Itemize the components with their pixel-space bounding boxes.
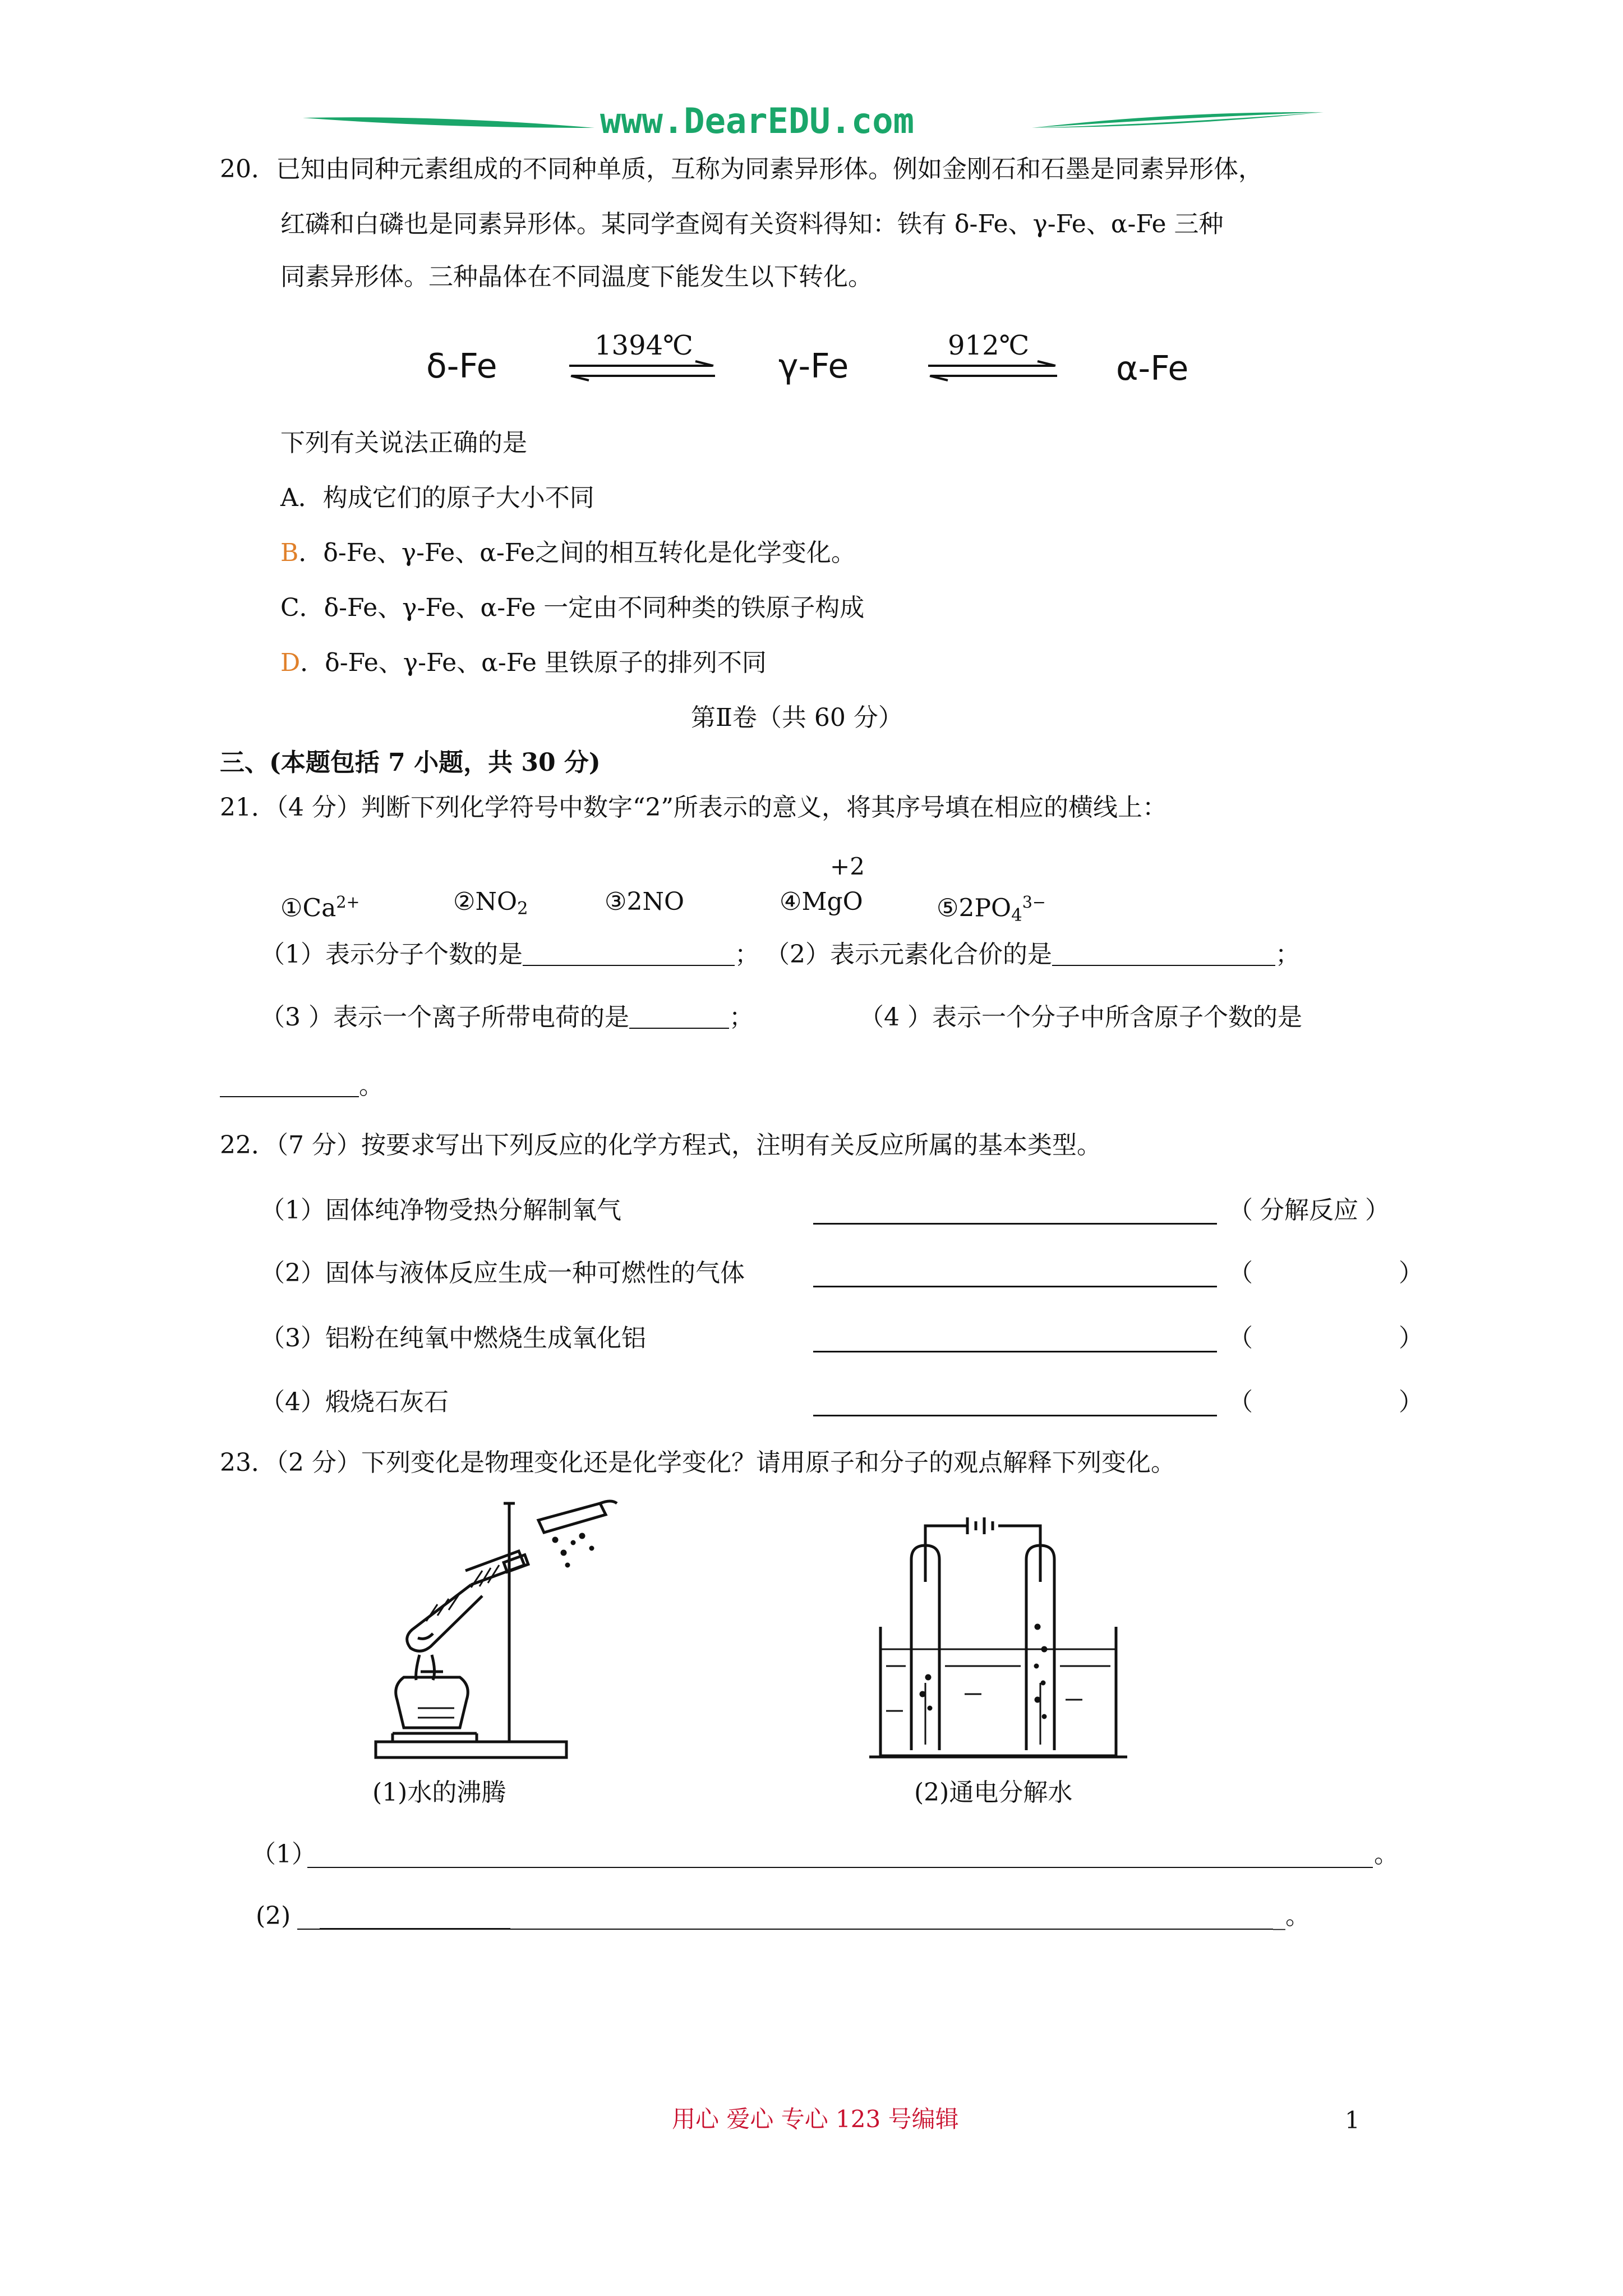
q22-item-3-label: （3）铝粉在纯氧中燃烧生成氧化铝 <box>260 1324 646 1352</box>
equilibrium-arrow-icon <box>925 360 1060 383</box>
q23-answer1-label: （1） <box>251 1840 316 1869</box>
q23-answer2-label: (2) <box>256 1902 291 1930</box>
q21-part4: （4 ）表示一个分子中所含原子个数的是 <box>859 1003 1302 1032</box>
answer-blank[interactable] <box>523 940 735 966</box>
equation-answer-line[interactable] <box>813 1223 1217 1225</box>
q22-item-1-type: （ 分解反应 ） <box>1228 1196 1390 1225</box>
symbol-mgo: ④MgO <box>780 887 863 916</box>
q23-answer1-end: 。 <box>1374 1840 1399 1869</box>
alpha-fe-label: α-Fe <box>1116 349 1189 388</box>
section3-title: 三、(本题包括 7 小题，共 30 分) <box>220 748 601 777</box>
q23-answer2-line-accent <box>320 1928 510 1930</box>
q20-option-b: B．δ-Fe、γ-Fe、α-Fe之间的相互转化是化学变化。 <box>280 539 856 567</box>
equation-answer-line[interactable] <box>813 1415 1217 1416</box>
q22-item-2-type[interactable]: （ ） <box>1228 1259 1423 1287</box>
equilibrium-arrow-icon <box>566 360 718 383</box>
q21-part4-answer: 。 <box>220 1069 384 1103</box>
q23-stem: 23．（2 分）下列变化是物理变化还是化学变化？请用原子和分子的观点解释下列变化。 <box>220 1448 1175 1477</box>
q20-option-c: C．δ-Fe、γ-Fe、α-Fe 一定由不同种类的铁原子构成 <box>280 593 865 622</box>
q20-line2: 红磷和白磷也是同素异形体。某同学查阅有关资料得知：铁有 δ-Fe、γ-Fe、α-Fe 三种 <box>280 210 1224 238</box>
q20-line1: 20．已知由同种元素组成的不同种单质，互称为同素异形体。例如金刚石和石墨是同素异形体， <box>220 155 1263 183</box>
delta-fe-label: δ-Fe <box>426 347 497 386</box>
symbol-2po4: $⑤2PO_4^{3-}$ <box>937 892 1046 926</box>
equation-answer-line[interactable] <box>813 1286 1217 1287</box>
water-electrolysis-apparatus-icon <box>869 1515 1127 1761</box>
valence-mark: +2 <box>830 853 865 880</box>
q22-item-3-type[interactable]: （ ） <box>1228 1324 1423 1352</box>
part2-title: 第Ⅱ卷（共 60 分） <box>691 703 903 732</box>
q20-option-d-letter: D <box>280 648 301 677</box>
symbol-no2: $②NO_2$ <box>453 887 528 919</box>
q20-line3: 同素异形体。三种晶体在不同温度下能发生以下转化。 <box>280 263 873 291</box>
q21-part2: （2）表示元素化合价的是 ； <box>765 940 1300 969</box>
q22-item-1-label: （1）固体纯净物受热分解制氧气 <box>260 1196 621 1225</box>
symbol-2no: ③2NO <box>605 887 685 916</box>
q21-stem: 21．（4 分）判断下列化学符号中数字“2”所表示的意义，将其序号填在相应的横线上： <box>220 793 1167 822</box>
q21-part3: （3 ）表示一个离子所带电荷的是 ； <box>260 1003 754 1032</box>
temp-912-label: 912℃ <box>948 330 1030 361</box>
footer-note: 用心 爱心 专心 123 号编辑 <box>672 2105 959 2133</box>
boiling-water-apparatus-icon <box>370 1487 662 1767</box>
site-title[interactable]: www.DearEDU.com <box>600 100 914 141</box>
q23-answer1-line[interactable] <box>307 1867 1373 1868</box>
gamma-fe-label: γ-Fe <box>778 347 849 386</box>
answer-blank[interactable] <box>629 1003 729 1029</box>
answer-blank[interactable] <box>220 1071 359 1097</box>
figure2-caption: (2)通电分解水 <box>914 1778 1073 1807</box>
answer-blank[interactable] <box>1052 940 1275 966</box>
q22-item-2-label: （2）固体与液体反应生成一种可燃性的气体 <box>260 1259 745 1287</box>
q22-item-4-label: （4）煅烧石灰石 <box>260 1388 449 1416</box>
q23-answer2-end: _。 <box>1273 1902 1310 1930</box>
q20-option-b-letter: B <box>280 539 299 567</box>
q20-stem: 下列有关说法正确的是 <box>280 429 527 457</box>
temp-1394-label: 1394℃ <box>594 330 693 361</box>
q20-option-d: D．δ-Fe、γ-Fe、α-Fe 里铁原子的排列不同 <box>280 648 767 677</box>
q20-option-a: A．构成它们的原子大小不同 <box>280 484 594 512</box>
equation-answer-line[interactable] <box>813 1351 1217 1352</box>
symbol-ca: $①Ca^{2+}$ <box>280 892 360 923</box>
q21-part1: （1）表示分子个数的是 ； <box>260 940 759 969</box>
figure1-caption: (1)水的沸腾 <box>372 1778 506 1807</box>
page-number: 1 <box>1345 2106 1360 2134</box>
q22-item-4-type[interactable]: （ ） <box>1228 1388 1423 1416</box>
q22-stem: 22．（7 分）按要求写出下列反应的化学方程式，注明有关反应所属的基本类型。 <box>220 1131 1101 1159</box>
